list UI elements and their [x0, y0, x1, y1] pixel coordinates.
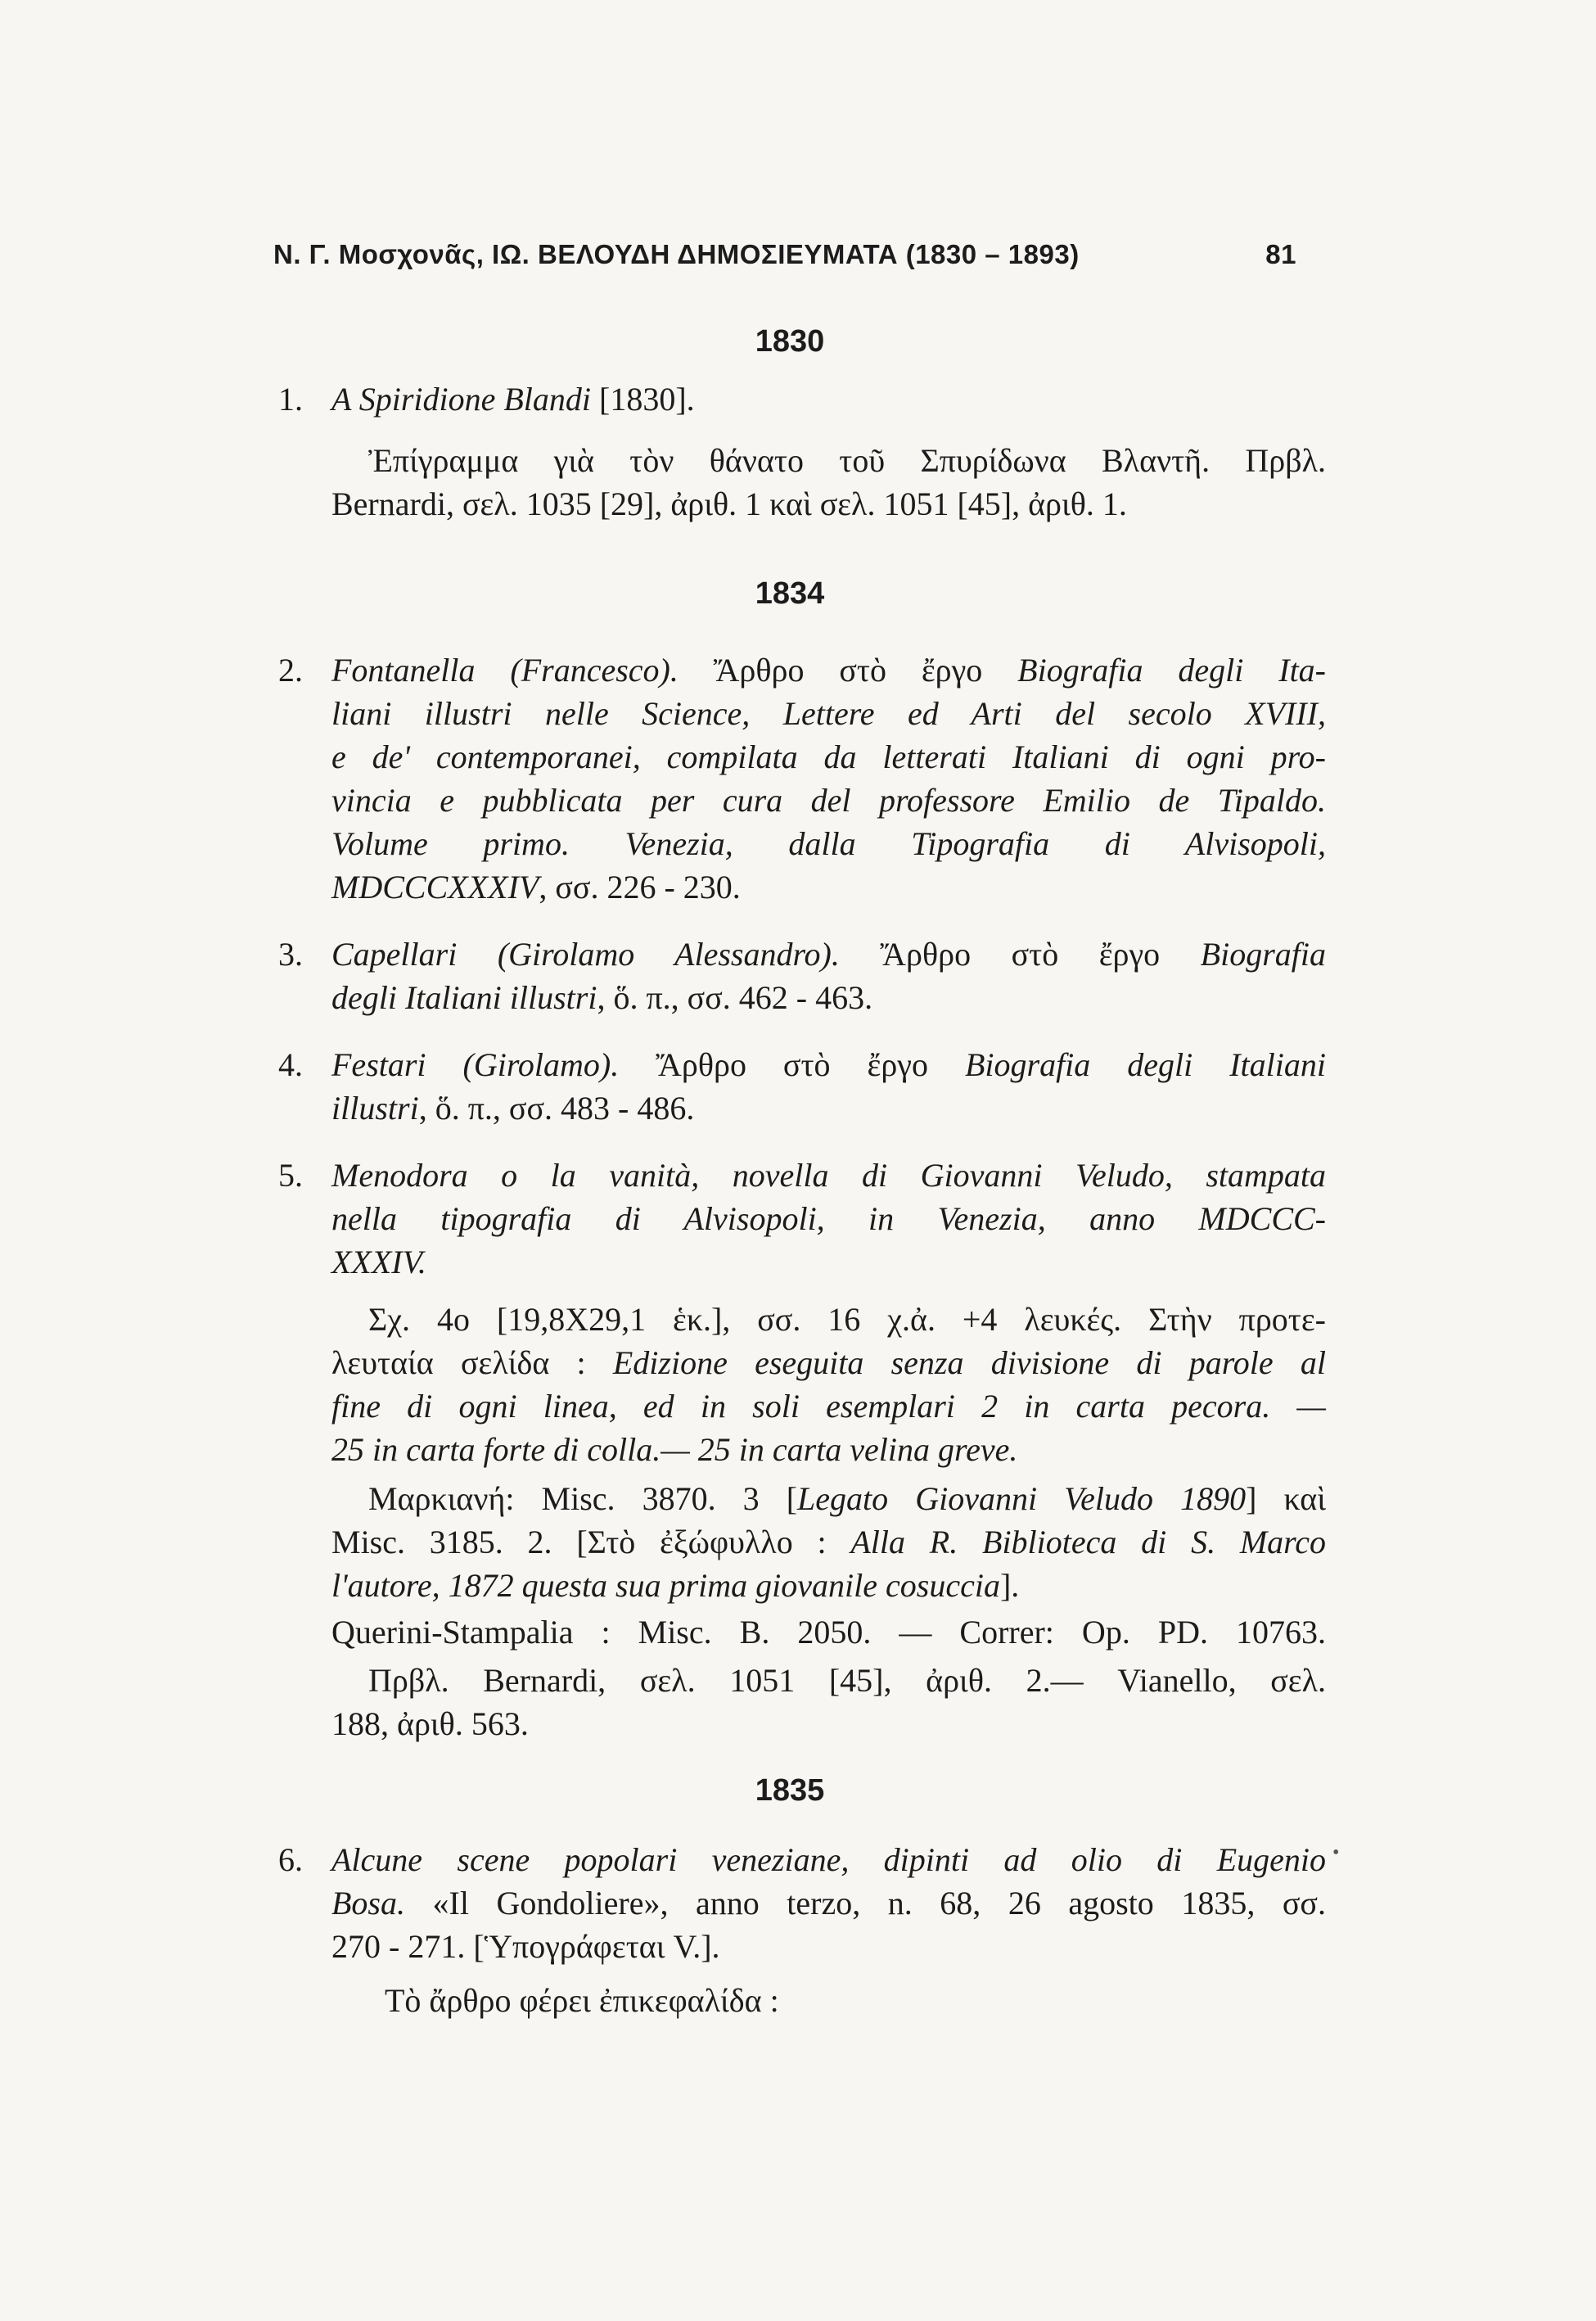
entry-line — [331, 1087, 694, 1130]
entry-line — [368, 1659, 1326, 1702]
italic-text: Edizione eseguita senza divisione di parole al — [612, 1344, 1326, 1381]
roman-text: λευταία σελίδα : — [331, 1344, 613, 1381]
entry-number: 5. — [278, 1157, 303, 1194]
italic-text: Alla R. Biblioteca di S. Marco — [850, 1524, 1326, 1560]
entry-line — [331, 779, 1326, 822]
italic-text: liani illustri nelle Science, Lettere ed Arti del secolo XVIII, — [331, 695, 1326, 732]
roman-text: Ἄρθρο στὸ ἔργο — [619, 1046, 965, 1083]
entry-line — [368, 440, 1326, 482]
roman-text: Πρβλ. Bernardi, σελ. 1051 [45], ἀριθ. 2.— Vianello, σελ. — [368, 1662, 1326, 1699]
italic-text: Biografia degli Ita- — [1017, 652, 1326, 689]
entry-line — [331, 483, 1127, 526]
italic-text: e de' contemporanei, compilata da letterati Italiani di ogni pro- — [331, 738, 1326, 775]
entry-line — [331, 736, 1326, 779]
italic-text: Fontanella (Francesco). — [331, 652, 679, 689]
italic-text: XXXIV. — [331, 1244, 426, 1280]
roman-text: Ἐπίγραμμα γιὰ τὸν θάνατο τοῦ Σπυρίδωνα Βλαντῆ. Πρβλ. — [368, 442, 1326, 479]
roman-text: Μαρκιανή: Misc. 3870. 3 [ — [368, 1480, 798, 1517]
margin-mark: • — [1332, 1842, 1340, 1863]
italic-text: l'autore, 1872 questa sua prima giovanile cosuccia — [331, 1567, 1000, 1604]
italic-text: degli Italiani illustri — [331, 979, 597, 1016]
entry-line — [331, 1839, 1326, 1881]
entry-line — [331, 1385, 1326, 1428]
roman-text: ]. — [999, 1567, 1020, 1604]
roman-text: , ὅ. π., σσ. 462 - 463. — [597, 979, 873, 1016]
entry-line — [368, 1478, 1326, 1520]
italic-text: nella tipografia di Alvisopoli, in Venezia, anno MDCCC- — [331, 1200, 1326, 1237]
entry-line — [331, 1565, 1019, 1607]
entry-line — [331, 1926, 720, 1968]
entry-line — [331, 977, 872, 1019]
roman-text: ] καὶ — [1246, 1480, 1326, 1517]
roman-text: 270 - 271. [Ὑπογράφεται V.]. — [331, 1928, 720, 1965]
header-title: Ν. Γ. Μοσχονᾶς, ΙΩ. ΒΕΛΟΥΔΗ ΔΗΜΟΣΙΕΥΜΑΤΑ (1830 – 1893) — [273, 239, 1080, 269]
entry-line — [331, 378, 695, 421]
roman-text: Misc. 3185. 2. [Στὸ ἐξώφυλλο : — [331, 1524, 851, 1560]
italic-text: vincia e pubblicata per cura del professore Emilio de Tipaldo. — [331, 782, 1326, 819]
entry-line — [331, 1429, 1017, 1471]
italic-text: A Spiridione Blandi — [331, 381, 592, 418]
italic-text: Bosa. — [331, 1885, 405, 1921]
entry-line — [331, 933, 1326, 976]
entry-number: 3. — [278, 936, 303, 973]
entry-number: 2. — [278, 652, 303, 689]
roman-text: Ἄρθρο στὸ ἔργο — [678, 652, 1018, 689]
entry-line — [331, 1703, 529, 1745]
italic-text: illustri — [331, 1090, 419, 1127]
entry-number: 4. — [278, 1046, 303, 1083]
entry-line — [331, 1198, 1326, 1240]
roman-text: , ὅ. π., σσ. 483 - 486. — [418, 1090, 695, 1127]
entry-number: 1. — [278, 381, 303, 418]
entry-line — [331, 823, 1326, 865]
year-heading-1834: 1834 — [755, 576, 825, 611]
entry-line — [331, 1044, 1326, 1086]
roman-text: «Il Gondoliere», anno terzo, n. 68, 26 agosto 1835, σσ. — [405, 1885, 1326, 1921]
entry-line — [331, 1882, 1326, 1925]
italic-text: MDCCCXXXIV — [331, 869, 539, 905]
italic-text: Menodora o la vanità, novella di Giovanni Veludo, stampata — [331, 1157, 1326, 1194]
roman-text: Querini-Stampalia : Misc. B. 2050. — Correr: Op. PD. 10763. — [331, 1614, 1326, 1650]
italic-text: fine di ogni linea, ed in soli esemplari 2 in carta pecora. — — [331, 1388, 1326, 1425]
entry-line — [331, 693, 1326, 735]
roman-text: Σχ. 4ο [19,8Χ29,1 ἑκ.], σσ. 16 χ.ἀ. +4 λευκές. Στὴν προτε- — [368, 1301, 1326, 1338]
running-header — [273, 239, 1296, 272]
italic-text: Capellari (Girolamo Alessandro). — [331, 936, 840, 973]
entry-line — [331, 1521, 1326, 1564]
entry-line — [331, 1611, 1326, 1654]
year-heading-1830: 1830 — [755, 324, 825, 359]
roman-text: Bernardi, σελ. 1035 [29], ἀριθ. 1 καὶ σελ. 1051 [45], ἀριθ. 1. — [331, 485, 1127, 522]
entry-line — [385, 1980, 779, 2022]
roman-text: Ἄρθρο στὸ ἔργο — [839, 936, 1201, 973]
entry-line — [331, 649, 1326, 692]
italic-text: Volume primo. Venezia, dalla Tipografia di Alvisopoli, — [331, 825, 1326, 862]
italic-text: Biografia degli Italiani — [964, 1046, 1326, 1083]
italic-text: 25 in carta forte di colla.— 25 in carta velina greve. — [331, 1431, 1018, 1468]
page-number: 81 — [1265, 239, 1296, 269]
entry-line — [368, 1298, 1326, 1341]
year-heading-1835: 1835 — [755, 1773, 825, 1808]
entry-line — [331, 1342, 1326, 1384]
italic-text: Alcune scene popolari veneziane, dipinti ad olio di Eugenio — [331, 1841, 1326, 1878]
italic-text: Biografia — [1200, 936, 1326, 973]
entry-line — [331, 1241, 426, 1284]
italic-text: Festari (Girolamo). — [331, 1046, 620, 1083]
roman-text: [1830]. — [591, 381, 695, 418]
roman-text: Τὸ ἄρθρο φέρει ἐπικεφαλίδα : — [385, 1982, 779, 2019]
entry-line — [331, 866, 741, 909]
roman-text: 188, ἀριθ. 563. — [331, 1705, 529, 1742]
roman-text: , σσ. 226 - 230. — [539, 869, 741, 905]
entry-number: 6. — [278, 1841, 303, 1878]
entry-line — [331, 1154, 1326, 1197]
italic-text: Legato Giovanni Veludo 1890 — [797, 1480, 1247, 1517]
